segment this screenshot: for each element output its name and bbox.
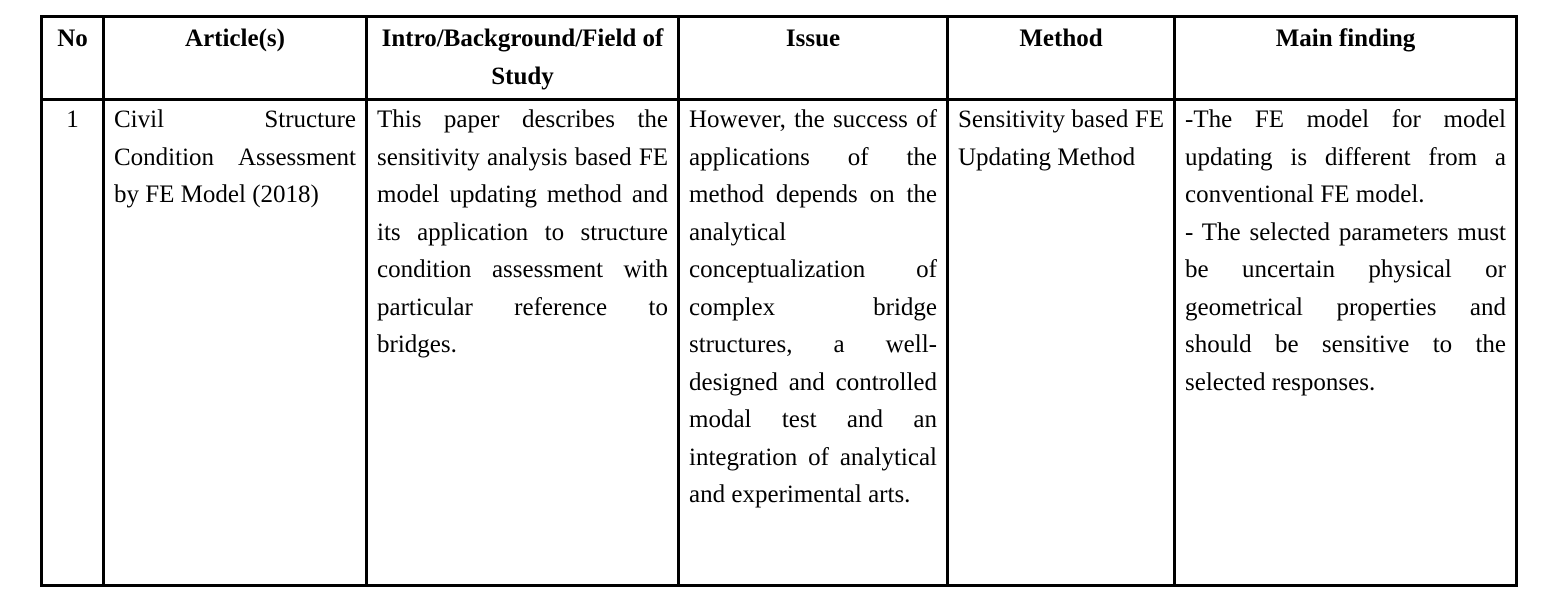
cell-intro: This paper describes the sensitivity analysis based FE model updating method and its application to structure condition assessment with particular reference to bridges. [367, 100, 679, 586]
header-articles: Article(s) [104, 17, 367, 100]
cell-issue: However, the success of applications of the method depends on the analytical conceptualization of complex bridge structures, a well-designed and controlled modal test and an integration of analytical and experimental arts. [679, 100, 948, 586]
cell-method: Sensitivity based FE Updating Method [948, 100, 1175, 586]
cell-main-finding [1175, 100, 1517, 586]
header-intro: Intro/Background/Field of Study [367, 17, 679, 100]
table-body [42, 100, 1517, 586]
header-main-finding: Main finding [1175, 17, 1517, 100]
literature-review-table [40, 15, 1518, 587]
table-header [42, 17, 1517, 100]
header-method: Method [948, 17, 1175, 100]
finding-item: -The FE model for model updating is different from a conventional FE model. [1185, 106, 1506, 208]
cell-article: Civil Structure Condition Assessment by FE Model (2018) [104, 100, 367, 586]
header-no: No [42, 17, 104, 100]
header-issue: Issue [679, 17, 948, 100]
cell-no: 1 [42, 100, 104, 586]
table-row [42, 100, 1517, 586]
finding-item: - The selected parameters must be uncertain physical or geometrical properties and should be sensitive to the selected responses. [1185, 218, 1506, 396]
header-row [42, 17, 1517, 100]
